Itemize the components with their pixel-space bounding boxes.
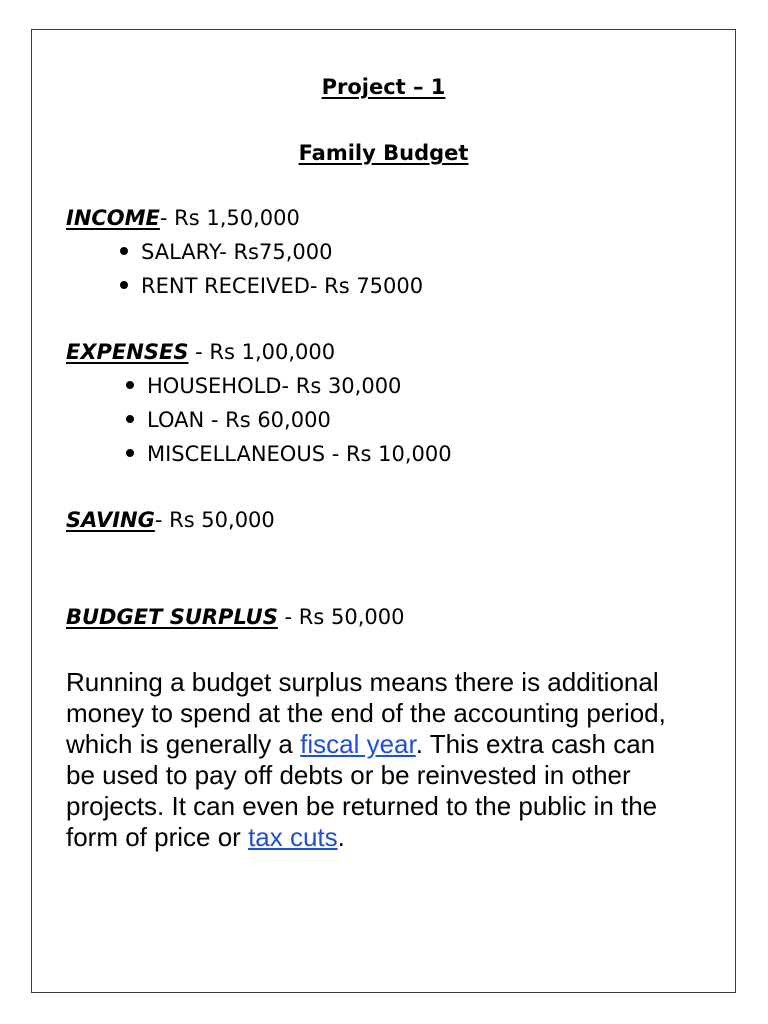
- list-item: [120, 274, 423, 298]
- tax-cuts-link[interactable]: tax cuts: [248, 822, 338, 852]
- expense-item-misc: MISCELLANEOUS - Rs 10,000: [147, 442, 452, 466]
- paragraph-text: . This extra cash can be used to pay off debts or be reinvested in other projects. It can even be returned to the public in the form of price or: [66, 729, 658, 852]
- bullet-icon: [126, 449, 134, 457]
- document-page: [31, 29, 736, 993]
- expenses-label: EXPENSES: [66, 340, 189, 364]
- list-item: [126, 408, 331, 432]
- income-item-salary: SALARY- Rs75,000: [141, 240, 333, 264]
- bullet-icon: [120, 281, 128, 289]
- income-amount: - Rs 1,50,000: [159, 206, 300, 230]
- paragraph-text: Running a budget surplus means there is additional money to spend at the end of the accounting period, which is generally a: [66, 667, 666, 759]
- list-item: [126, 374, 401, 398]
- income-line: [66, 206, 300, 230]
- list-item: [120, 240, 332, 264]
- expenses-amount: - Rs 1,00,000: [188, 340, 336, 364]
- income-item-rent: RENT RECEIVED- Rs 75000: [141, 274, 424, 298]
- expense-item-household: HOUSEHOLD- Rs 30,000: [147, 374, 402, 398]
- saving-line: [66, 508, 275, 532]
- expenses-line: [66, 340, 335, 364]
- saving-label: SAVING: [66, 508, 155, 532]
- paragraph-text: .: [337, 822, 345, 852]
- page-title: Project – 1: [321, 75, 446, 99]
- fiscal-year-link[interactable]: fiscal year: [300, 729, 416, 759]
- page-subtitle: Family Budget: [298, 141, 469, 165]
- income-label: INCOME: [66, 206, 160, 230]
- surplus-line: [66, 605, 404, 629]
- bullet-icon: [126, 415, 134, 423]
- surplus-label: BUDGET SURPLUS: [66, 605, 278, 629]
- list-item: [126, 442, 452, 466]
- surplus-description: [66, 667, 666, 853]
- saving-amount: - Rs 50,000: [154, 508, 275, 532]
- surplus-amount: - Rs 50,000: [277, 605, 405, 629]
- bullet-icon: [120, 247, 128, 255]
- bullet-icon: [126, 381, 134, 389]
- expense-item-loan: LOAN - Rs 60,000: [147, 408, 331, 432]
